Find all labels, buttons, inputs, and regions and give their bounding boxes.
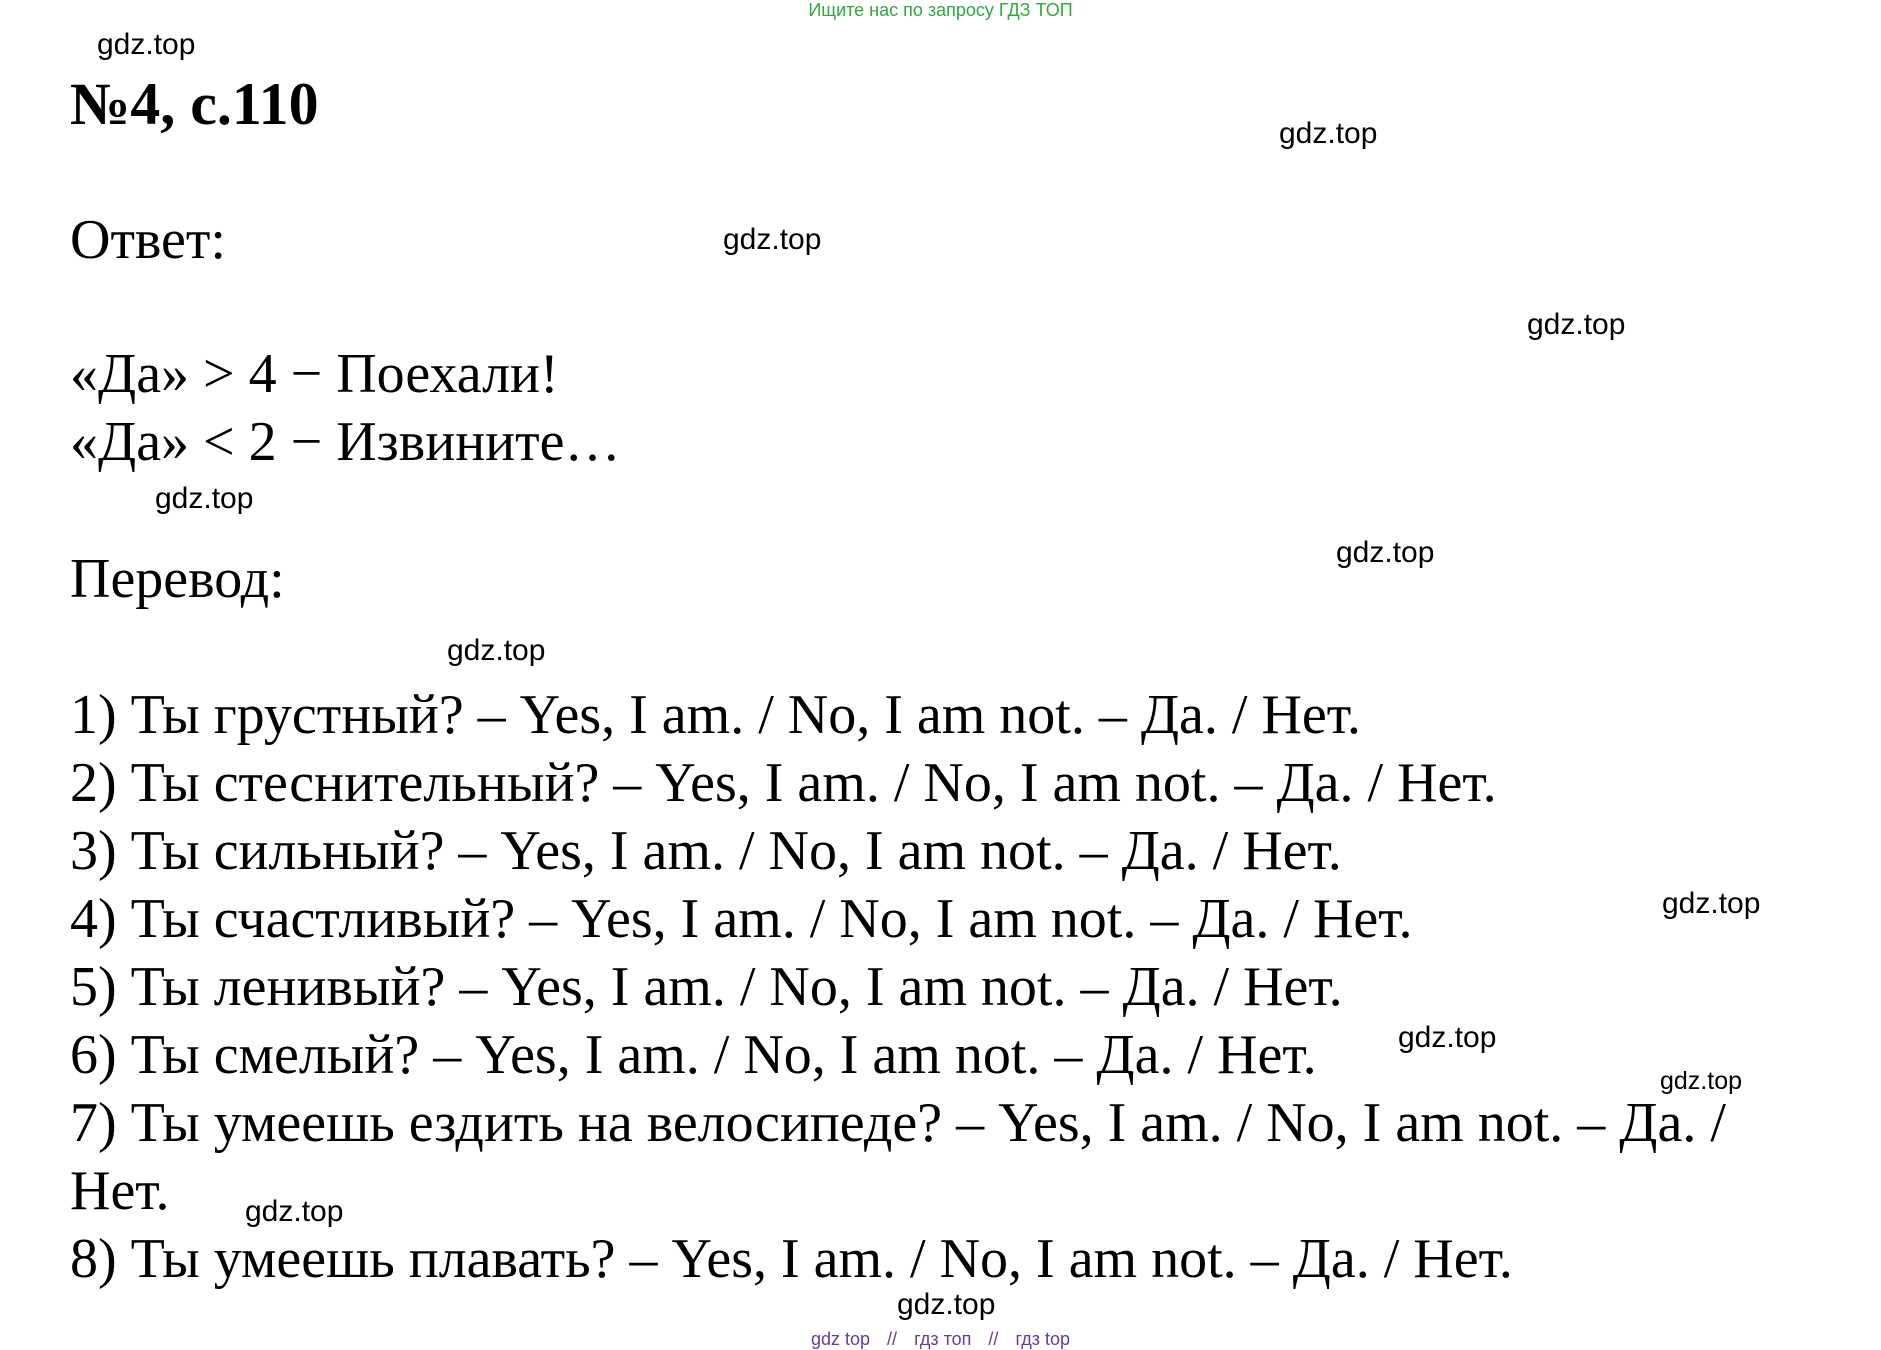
translation-line-2: 2) Ты стеснительный? – Yes, I am. / No, I am not. – Да. / Нет.: [70, 752, 1497, 814]
answer-line-1: «Да» > 4 − Поехали!: [70, 343, 559, 405]
footer-links: [0, 1329, 1881, 1350]
watermark: gdz.top: [723, 223, 822, 256]
watermark: gdz.top: [97, 28, 196, 61]
top-banner: Ищите нас по запросу ГДЗ ТОП: [808, 0, 1073, 20]
translation-line-5: 5) Ты ленивый? – Yes, I am. / No, I am not. – Да. / Нет.: [70, 956, 1343, 1018]
watermark: gdz.top: [1527, 308, 1626, 341]
footer-separator: //: [988, 1329, 999, 1349]
footer-link-gdz-top-mixed[interactable]: гдз top: [1015, 1329, 1070, 1349]
translation-label: Перевод:: [70, 548, 285, 610]
watermark: gdz.top: [1398, 1021, 1497, 1054]
watermark: gdz.top: [245, 1195, 344, 1228]
translation-line-8: 8) Ты умеешь плавать? – Yes, I am. / No, I am not. – Да. / Нет.: [70, 1228, 1513, 1290]
watermark: gdz.top: [1662, 887, 1761, 920]
translation-line-7: 7) Ты умеешь ездить на велосипеде? – Yes, I am. / No, I am not. – Да. /: [70, 1092, 1726, 1154]
watermark: gdz.top: [1279, 117, 1378, 150]
translation-line-4: 4) Ты счастливый? – Yes, I am. / No, I am not. – Да. / Нет.: [70, 888, 1413, 950]
watermark: gdz.top: [155, 482, 254, 515]
watermark: gdz.top: [897, 1288, 996, 1321]
watermark: gdz.top: [1660, 1067, 1743, 1095]
footer-link-gdz-top[interactable]: gdz top: [810, 1329, 871, 1349]
translation-line-6: 6) Ты смелый? – Yes, I am. / No, I am not. – Да. / Нет.: [70, 1024, 1317, 1086]
answer-label: Ответ:: [70, 209, 226, 271]
translation-line-1: 1) Ты грустный? – Yes, I am. / No, I am not. – Да. / Нет.: [70, 684, 1362, 746]
exercise-title: №4, с.110: [70, 71, 319, 137]
footer-separator: //: [887, 1329, 898, 1349]
watermark: gdz.top: [1336, 536, 1435, 569]
watermark: gdz.top: [447, 634, 546, 667]
translation-line-3: 3) Ты сильный? – Yes, I am. / No, I am not. – Да. / Нет.: [70, 820, 1342, 882]
footer-link-gdz-top-ru[interactable]: гдз топ: [914, 1329, 972, 1349]
answer-line-2: «Да» < 2 − Извините…: [70, 411, 621, 473]
translation-line-7-continued: Нет.: [70, 1160, 170, 1222]
